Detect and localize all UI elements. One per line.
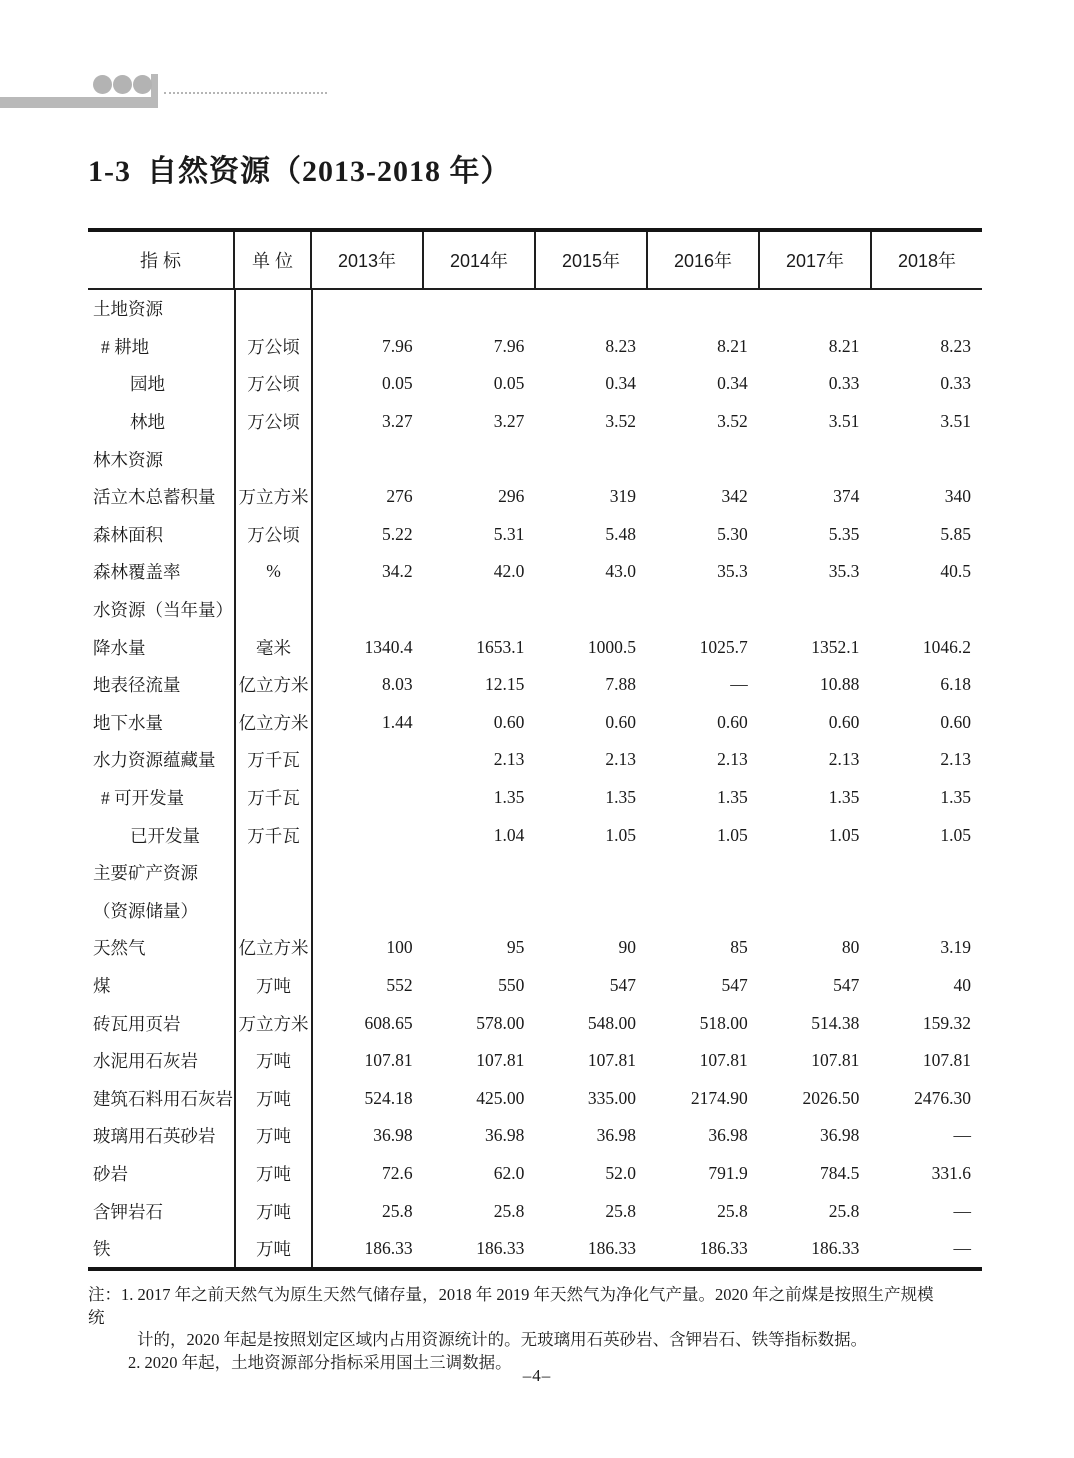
cell-value: 552 xyxy=(386,974,413,995)
row-label: 天然气 xyxy=(93,938,146,959)
page-title xyxy=(88,146,512,190)
cell-value: 2026.50 xyxy=(802,1087,860,1108)
cell-value: 784.5 xyxy=(819,1162,860,1183)
cell-value: 1.35 xyxy=(493,787,525,808)
cell-value: 10.88 xyxy=(819,674,860,695)
header-dots-icon xyxy=(93,75,152,94)
cell-value: 186.33 xyxy=(364,1238,413,1259)
cell-value: 85 xyxy=(730,937,748,958)
section-row xyxy=(88,854,982,892)
cell-value: 159.32 xyxy=(922,1012,972,1033)
cell-value: 25.8 xyxy=(717,1200,748,1221)
cell-value: 1025.7 xyxy=(699,636,748,657)
cell-value: 0.05 xyxy=(493,373,525,394)
row-unit: 亿立方米 xyxy=(238,938,309,959)
column-divider xyxy=(234,290,236,1267)
cell-value: 331.6 xyxy=(931,1162,972,1183)
table-row xyxy=(88,1192,982,1230)
cell-value: 36.98 xyxy=(596,1125,637,1146)
table-row xyxy=(88,967,982,1005)
note-line: 注：1. 2017 年之前天然气为原生天然气储存量，2018 年 2019 年天然气为净化气产量。2020 年之前煤是按照生产规模 xyxy=(88,1285,934,1304)
cell-value: 107.81 xyxy=(364,1050,413,1071)
row-label: 水资源（当年量） xyxy=(93,600,233,621)
cell-value: 35.3 xyxy=(717,561,748,582)
cell-value: 2.13 xyxy=(493,749,525,770)
cell-value: 518.00 xyxy=(699,1012,748,1033)
cell-value: 95 xyxy=(506,937,525,958)
cell-value: 342 xyxy=(721,486,748,507)
row-label: 玻璃用石英砂岩 xyxy=(93,1126,216,1147)
row-label: 地下水量 xyxy=(93,712,163,733)
row-label: 林木资源 xyxy=(93,449,163,470)
row-unit: % xyxy=(266,561,281,582)
table-row xyxy=(88,666,982,704)
cell-value: 107.81 xyxy=(811,1050,860,1071)
row-label: 建筑石料用石灰岩 xyxy=(93,1088,233,1109)
row-label: # 可开发量 xyxy=(101,788,185,809)
cell-value: 7.96 xyxy=(382,335,413,356)
cell-value: 34.2 xyxy=(382,561,413,582)
row-label: 土地资源 xyxy=(93,299,163,320)
cell-value: 107.81 xyxy=(587,1050,637,1071)
header-dotted-line xyxy=(164,92,327,94)
row-label: 林地 xyxy=(130,412,165,433)
row-unit: 亿立方米 xyxy=(238,675,309,696)
cell-value: 40.5 xyxy=(940,561,972,582)
row-label: 已开发量 xyxy=(130,825,200,846)
cell-value: 25.8 xyxy=(605,1200,637,1221)
cell-value: 3.19 xyxy=(940,937,972,958)
cell-value: 52.0 xyxy=(605,1162,637,1183)
table-header-row xyxy=(88,228,982,290)
cell-value: 8.23 xyxy=(940,335,972,356)
cell-value: 2.13 xyxy=(717,749,748,770)
cell-value: 1.05 xyxy=(940,824,972,845)
cell-value: 5.22 xyxy=(382,523,413,544)
table-notes xyxy=(88,1284,990,1374)
table-row xyxy=(88,478,982,516)
cell-value: 2476.30 xyxy=(914,1087,972,1108)
table-row xyxy=(88,1230,982,1268)
table-row xyxy=(88,741,982,779)
cell-value: 340 xyxy=(944,486,972,507)
row-unit: 万公顷 xyxy=(247,524,300,545)
row-label: 主要矿产资源 xyxy=(93,863,198,884)
cell-value: 547 xyxy=(609,974,637,995)
cell-value: 276 xyxy=(386,486,413,507)
cell-value: 1046.2 xyxy=(922,636,972,657)
cell-value: 2.13 xyxy=(828,749,860,770)
table-row xyxy=(88,816,982,854)
cell-value: 0.60 xyxy=(717,711,748,732)
section-row xyxy=(88,892,982,930)
row-label: 园地 xyxy=(130,374,165,395)
cell-value: 5.85 xyxy=(940,523,972,544)
table-row xyxy=(88,1079,982,1117)
row-unit: 万千瓦 xyxy=(247,825,300,846)
table-row xyxy=(88,1042,982,1080)
section-row xyxy=(88,591,982,629)
cell-value: 0.33 xyxy=(940,373,972,394)
page-number: –4– xyxy=(522,1366,552,1385)
row-label: 铁 xyxy=(93,1239,111,1260)
cell-value: 524.18 xyxy=(364,1087,413,1108)
cell-value: — xyxy=(953,1238,972,1259)
col-header-year: 2017年 xyxy=(760,232,872,288)
title-number: 1-3 xyxy=(88,155,131,188)
row-label: 含钾岩石 xyxy=(93,1201,163,1222)
cell-value: 5.35 xyxy=(828,523,860,544)
row-unit: 万公顷 xyxy=(247,374,300,395)
cell-value: 8.21 xyxy=(828,335,860,356)
cell-value: 1.05 xyxy=(605,824,637,845)
cell-value: 90 xyxy=(618,937,637,958)
cell-value: 1352.1 xyxy=(811,636,860,657)
cell-value: 3.51 xyxy=(940,411,972,432)
header-bar-corner xyxy=(151,74,158,108)
cell-value: 1.44 xyxy=(382,711,413,732)
cell-value: 335.00 xyxy=(587,1087,637,1108)
cell-value: 186.33 xyxy=(811,1238,860,1259)
cell-value: 0.60 xyxy=(828,711,860,732)
cell-value: 5.30 xyxy=(717,523,748,544)
cell-value: 0.33 xyxy=(828,373,860,394)
dot-icon xyxy=(133,75,152,94)
cell-value: 3.27 xyxy=(493,411,525,432)
title-text: 自然资源（2013-2018 年） xyxy=(147,155,512,188)
table-body xyxy=(88,290,982,1271)
natural-resources-table xyxy=(88,228,982,1271)
col-header-indicator: 指 标 xyxy=(88,232,235,288)
table-row xyxy=(88,1004,982,1042)
table-row xyxy=(88,779,982,817)
cell-value: 1.35 xyxy=(940,787,972,808)
cell-value: 107.81 xyxy=(476,1050,525,1071)
row-label: 水力资源蕴藏量 xyxy=(93,750,216,771)
row-unit: 万吨 xyxy=(256,1126,291,1147)
col-header-year: 2014年 xyxy=(424,232,536,288)
row-label: 砖瓦用页岩 xyxy=(93,1013,181,1034)
table-row xyxy=(88,365,982,403)
row-label: 森林面积 xyxy=(93,524,163,545)
cell-value: 43.0 xyxy=(605,561,637,582)
row-unit: 万立方米 xyxy=(238,487,309,508)
cell-value: — xyxy=(953,1125,972,1146)
row-unit: 万吨 xyxy=(256,1239,291,1260)
row-unit: 毫米 xyxy=(256,637,291,658)
cell-value: 0.34 xyxy=(605,373,637,394)
row-unit: 万吨 xyxy=(256,1163,291,1184)
cell-value: 1.35 xyxy=(605,787,637,808)
cell-value: 35.3 xyxy=(828,561,860,582)
cell-value: 40 xyxy=(953,974,972,995)
row-unit: 万吨 xyxy=(256,1051,291,1072)
cell-value: 791.9 xyxy=(708,1162,748,1183)
cell-value: 7.88 xyxy=(605,674,637,695)
table-row xyxy=(88,704,982,742)
table-row xyxy=(88,929,982,967)
cell-value: 1000.5 xyxy=(587,636,637,657)
cell-value: 1.04 xyxy=(493,824,525,845)
note-line: 统 xyxy=(88,1307,105,1327)
cell-value: 2.13 xyxy=(605,749,637,770)
row-label: （资源储量） xyxy=(93,900,198,921)
table-row xyxy=(88,328,982,366)
cell-value: 8.23 xyxy=(605,335,637,356)
cell-value: 2174.90 xyxy=(690,1087,748,1108)
cell-value: 547 xyxy=(721,974,748,995)
cell-value: 608.65 xyxy=(364,1012,413,1033)
col-header-year: 2015年 xyxy=(536,232,648,288)
row-unit: 万公顷 xyxy=(247,412,300,433)
row-label: 砂岩 xyxy=(93,1163,128,1184)
row-unit: 万千瓦 xyxy=(247,750,300,771)
cell-value: 0.60 xyxy=(940,711,972,732)
cell-value: 578.00 xyxy=(476,1012,525,1033)
section-row xyxy=(88,290,982,328)
row-unit: 万吨 xyxy=(256,1088,291,1109)
note-line: 计的，2020 年起是按照划定区域内占用资源统计的。无玻璃用石英砂岩、含钾岩石、铁等指标数据。 xyxy=(137,1330,868,1349)
table-row xyxy=(88,1155,982,1193)
row-label: 活立木总蓄积量 xyxy=(93,487,216,508)
cell-value: 72.6 xyxy=(382,1162,413,1183)
row-unit: 万千瓦 xyxy=(247,788,300,809)
cell-value: — xyxy=(953,1200,972,1221)
cell-value: 0.34 xyxy=(717,373,748,394)
row-unit: 亿立方米 xyxy=(238,712,309,733)
col-header-year: 2016年 xyxy=(648,232,760,288)
row-unit: 万立方米 xyxy=(238,1013,309,1034)
row-label: 降水量 xyxy=(93,637,146,658)
row-unit: 万公顷 xyxy=(247,336,300,357)
cell-value: 25.8 xyxy=(828,1200,860,1221)
cell-value: 25.8 xyxy=(382,1200,413,1221)
cell-value: 186.33 xyxy=(476,1238,525,1259)
dot-icon xyxy=(93,75,112,94)
section-row xyxy=(88,440,982,478)
cell-value: 3.52 xyxy=(717,411,748,432)
col-header-year: 2013年 xyxy=(312,232,424,288)
row-unit: 万吨 xyxy=(256,1201,291,1222)
cell-value: 1.35 xyxy=(828,787,860,808)
cell-value: 0.60 xyxy=(605,711,637,732)
cell-value: 1653.1 xyxy=(476,636,525,657)
row-label: # 耕地 xyxy=(101,336,150,357)
cell-value: 425.00 xyxy=(476,1087,525,1108)
cell-value: 5.48 xyxy=(605,523,637,544)
table-row xyxy=(88,516,982,554)
cell-value: 0.05 xyxy=(382,373,413,394)
cell-value: 36.98 xyxy=(484,1125,525,1146)
cell-value: 374 xyxy=(833,486,860,507)
cell-value: 3.27 xyxy=(382,411,413,432)
dot-icon xyxy=(113,75,132,94)
cell-value: 186.33 xyxy=(587,1238,637,1259)
note-line: 2. 2020 年起，土地资源部分指标采用国土三调数据。 xyxy=(128,1352,512,1372)
cell-value: 42.0 xyxy=(493,561,525,582)
cell-value: 186.33 xyxy=(699,1238,748,1259)
table-row xyxy=(88,403,982,441)
cell-value: 6.18 xyxy=(940,674,972,695)
cell-value: 12.15 xyxy=(484,674,525,695)
cell-value: 80 xyxy=(841,937,860,958)
row-label: 地表径流量 xyxy=(93,675,181,696)
row-label: 煤 xyxy=(93,975,111,996)
table-row xyxy=(88,628,982,666)
row-label: 森林覆盖率 xyxy=(93,562,181,583)
cell-value: 296 xyxy=(498,486,525,507)
cell-value: 107.81 xyxy=(699,1050,748,1071)
cell-value: 36.98 xyxy=(819,1125,860,1146)
cell-value: 0.60 xyxy=(493,711,525,732)
cell-value: 1.05 xyxy=(717,824,748,845)
cell-value: 1340.4 xyxy=(364,636,413,657)
col-header-year: 2018年 xyxy=(897,251,957,271)
row-unit: 万吨 xyxy=(256,975,291,996)
cell-value: 3.52 xyxy=(605,411,637,432)
cell-value: 547 xyxy=(833,974,860,995)
header-bar xyxy=(0,97,158,108)
table-row xyxy=(88,553,982,591)
row-label: 水泥用石灰岩 xyxy=(93,1051,198,1072)
cell-value: 3.51 xyxy=(828,411,860,432)
cell-value: 62.0 xyxy=(493,1162,525,1183)
cell-value: 548.00 xyxy=(587,1012,637,1033)
cell-value: 100 xyxy=(386,937,413,958)
col-header-unit: 单 位 xyxy=(235,232,312,288)
cell-value: 107.81 xyxy=(922,1050,972,1071)
cell-value: 1.35 xyxy=(717,787,748,808)
cell-value: — xyxy=(730,674,748,695)
cell-value: 2.13 xyxy=(940,749,972,770)
table-row xyxy=(88,1117,982,1155)
cell-value: 514.38 xyxy=(811,1012,860,1033)
cell-value: 550 xyxy=(498,974,525,995)
cell-value: 36.98 xyxy=(373,1125,413,1146)
cell-value: 319 xyxy=(609,486,637,507)
column-divider xyxy=(311,290,313,1267)
cell-value: 5.31 xyxy=(493,523,525,544)
cell-value: 8.03 xyxy=(382,674,413,695)
cell-value: 7.96 xyxy=(493,335,525,356)
cell-value: 36.98 xyxy=(708,1125,748,1146)
cell-value: 1.05 xyxy=(828,824,860,845)
cell-value: 8.21 xyxy=(717,335,748,356)
cell-value: 25.8 xyxy=(493,1200,525,1221)
